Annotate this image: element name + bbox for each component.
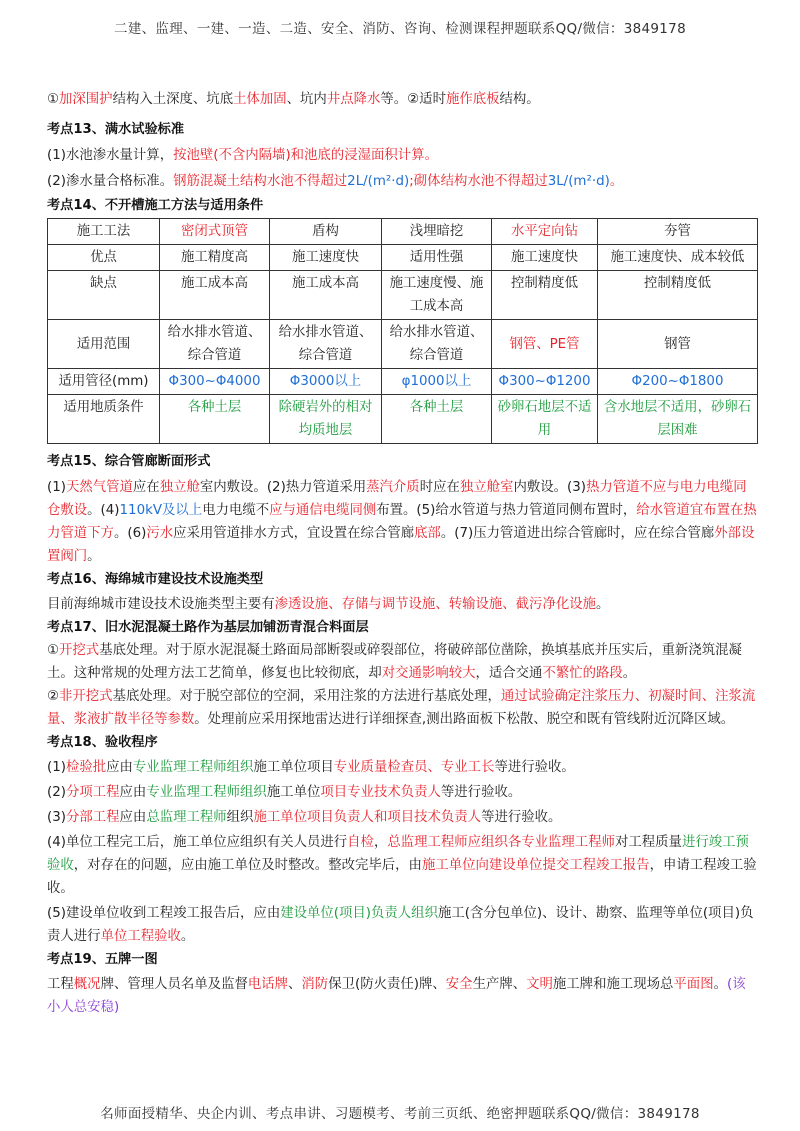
- k13-line-1: (1)水池渗水量计算，按池壁(不含内隔墙)和池底的浸湿面积计算。: [47, 148, 438, 163]
- k15-paragraph: (1)天然气管道应在独立舱室内敷设。(2)热力管道采用蒸汽介质时应在独立舱室内敷设。(3)热力管道不应与电力电缆同仓敷设。(4)110kV及以上电力电缆不应与通信电缆同侧布置。(5)给水管道与热力管道同侧布置时，给水管道宜布置在热力管道下方。(6)污水应采用管道排水方式，宜设置在综合管廊底部。(7)压力管道进出综合管廊时，应在综合管廊外部设置阀门。: [47, 480, 757, 564]
- table-cell: 施工速度快: [270, 245, 382, 271]
- table-header-cell: 盾构: [270, 219, 382, 245]
- section-heading-18: 考点18、验收程序: [47, 735, 158, 750]
- table-cell: φ1000以上: [382, 369, 492, 395]
- table-header-cell: 密闭式顶管: [160, 219, 270, 245]
- table-cell: 给水排水管道、综合管道: [270, 320, 382, 369]
- table-cell: 适用地质条件: [48, 395, 160, 444]
- table-header-cell: 施工工法: [48, 219, 160, 245]
- table-cell: 各种土层: [160, 395, 270, 444]
- k18-line-5: (5)建设单位收到工程竣工报告后，应由建设单位(项目)负责人组织施工(含分包单位)、设计、勘察、监理等单位(项目)负责人进行单位工程验收。: [47, 906, 754, 944]
- k19-paragraph: 工程概况牌、管理人员名单及监督电话牌、消防保卫(防火责任)牌、安全生产牌、文明施工牌和施工现场总平面图。(该小人总安稳): [47, 977, 746, 1015]
- k18-line-2: (2)分项工程应由专业监理工程师组织施工单位项目专业技术负责人等进行验收。: [47, 785, 522, 800]
- table-cell: Φ300~Φ1200: [492, 369, 598, 395]
- k18-line-1: (1)检验批应由专业监理工程师组织施工单位项目专业质量检查员、专业工长等进行验收。: [47, 760, 575, 775]
- table-cell: Φ3000以上: [270, 369, 382, 395]
- table-header-cell: 浅埋暗挖: [382, 219, 492, 245]
- k18-line-3: (3)分部工程应由总监理工程师组织施工单位项目负责人和项目技术负责人等进行验收。: [47, 810, 562, 825]
- k13-line-2: (2)渗水量合格标准。钢筋混凝土结构水池不得超过2L/(m²·d);砌体结构水池不得超过3L/(m²·d)。: [47, 174, 624, 189]
- table-cell: 给水排水管道、综合管道: [160, 320, 270, 369]
- section-heading-13: 考点13、满水试验标准: [47, 122, 185, 137]
- page-footer: 名师面授精华、央企内训、考点串讲、习题模考、考前三页纸、绝密押题联系QQ/微信：3849178: [100, 1106, 700, 1122]
- document-body: [47, 88, 757, 1019]
- k18-line-4: (4)单位工程完工后，施工单位应组织有关人员进行自检，总监理工程师应组织各专业监理工程师对工程质量进行竣工预验收，对存在的问题，应由施工单位及时整改。整改完毕后，由施工单位向建设单位提交工程竣工报告，申请工程竣工验收。: [47, 835, 757, 896]
- table-cell: Φ300~Φ4000: [160, 369, 270, 395]
- table-cell: 钢管、PE管: [492, 320, 598, 369]
- table-cell: 施工速度慢、施工成本高: [382, 271, 492, 320]
- section-heading-16: 考点16、海绵城市建设技术设施类型: [47, 572, 264, 587]
- table-cell: 施工成本高: [160, 271, 270, 320]
- table-cell: 适用性强: [382, 245, 492, 271]
- section-heading-19: 考点19、五牌一图: [47, 952, 158, 967]
- trenchless-methods-table: [47, 218, 758, 444]
- section-heading-17: 考点17、旧水泥混凝土路作为基层加铺沥青混合料面层: [47, 620, 369, 635]
- k16-paragraph: 目前海绵城市建设技术设施类型主要有渗透设施、存储与调节设施、转输设施、截污净化设施。: [47, 597, 610, 612]
- table-header-cell: 水平定向钻: [492, 219, 598, 245]
- table-header-row: [48, 219, 758, 245]
- section-heading-14: 考点14、不开槽施工方法与适用条件: [47, 198, 264, 213]
- section-heading-15: 考点15、综合管廊断面形式: [47, 454, 211, 469]
- table-cell: 钢管: [598, 320, 758, 369]
- k17-paragraph-b: ②非开挖式基底处理。对于脱空部位的空洞，采用注浆的方法进行基底处理，通过试验确定注浆压力、初凝时间、注浆流量、浆液扩散半径等参数。处理前应采用探地雷达进行详细探查,测出路面板下松散、脱空和既有管线附近沉降区域。: [47, 689, 756, 727]
- table-row: [48, 320, 758, 369]
- table-cell: 各种土层: [382, 395, 492, 444]
- table-cell: 含水地层不适用，砂卵石层困难: [598, 395, 758, 444]
- table-cell: 适用管径(mm): [48, 369, 160, 395]
- table-row: [48, 245, 758, 271]
- table-row: [48, 369, 758, 395]
- table-header-cell: 夯管: [598, 219, 758, 245]
- intro-paragraph: ①加深围护结构入土深度、坑底土体加固、坑内井点降水等。②适时施作底板结构。: [47, 92, 540, 107]
- table-cell: 适用范围: [48, 320, 160, 369]
- table-cell: 砂卵石地层不适用: [492, 395, 598, 444]
- table-cell: 缺点: [48, 271, 160, 320]
- table-cell: 控制精度低: [598, 271, 758, 320]
- k17-paragraph-a: ①开挖式基底处理。对于原水泥混凝土路面局部断裂或碎裂部位，将破碎部位凿除，换填基底并压实后，重新浇筑混凝土。这种常规的处理方法工艺简单，修复也比较彻底，却对交通影响较大，适合交通不繁忙的路段。: [47, 643, 742, 681]
- page-header: 二建、监理、一建、一造、二造、安全、消防、咨询、检测课程押题联系QQ/微信：3849178: [114, 21, 686, 37]
- table-cell: 控制精度低: [492, 271, 598, 320]
- table-row: [48, 395, 758, 444]
- table-cell: 施工成本高: [270, 271, 382, 320]
- table-row: [48, 271, 758, 320]
- table-cell: 除硬岩外的相对均质地层: [270, 395, 382, 444]
- table-cell: Φ200~Φ1800: [598, 369, 758, 395]
- table-cell: 施工速度快: [492, 245, 598, 271]
- table-cell: 给水排水管道、综合管道: [382, 320, 492, 369]
- table-cell: 施工速度快、成本较低: [598, 245, 758, 271]
- table-cell: 优点: [48, 245, 160, 271]
- table-cell: 施工精度高: [160, 245, 270, 271]
